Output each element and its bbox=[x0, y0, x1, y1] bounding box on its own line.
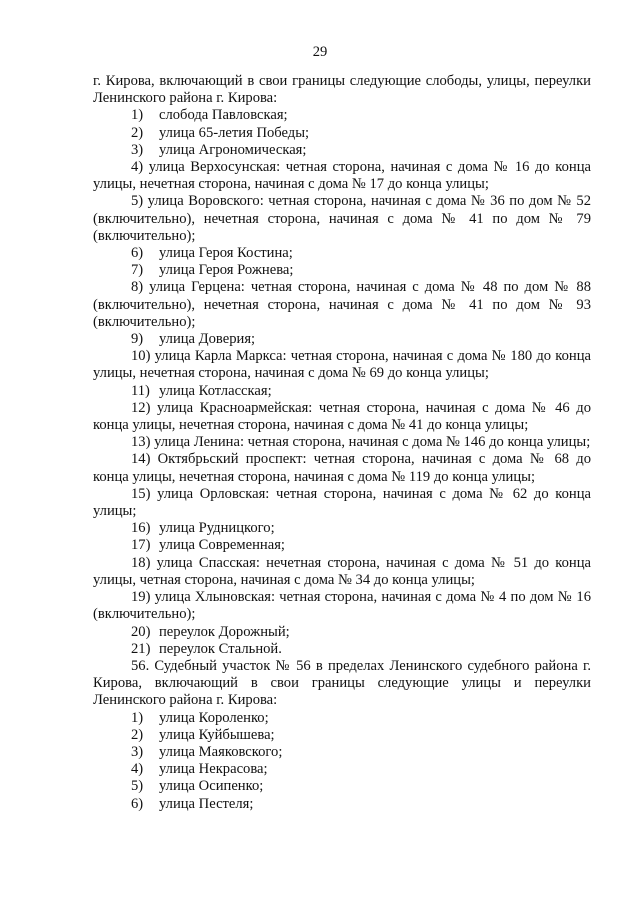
section-paragraph: 56. Судебный участок № 56 в пределах Ленинского судебного района г. Кирова, включающий в свои границы следующие улицы и переулки Ленинского района г. Кирова: bbox=[93, 657, 591, 709]
list-paragraph: 10) улица Карла Маркса: четная сторона, начиная с дома № 180 до конца улицы, нечетная сторона, начиная с дома № 69 до конца улицы; bbox=[93, 348, 591, 382]
list-paragraph: 4) улица Верхосунская: четная сторона, начиная с дома № 16 до конца улицы, нечетная сторона, начиная с дома № 17 до конца улицы; bbox=[93, 159, 591, 193]
list-item: 3) улица Маяковского; bbox=[131, 743, 283, 760]
list-item: 1) слобода Павловская; bbox=[131, 107, 288, 124]
list-item: 3) улица Агрономическая; bbox=[131, 141, 307, 158]
list-paragraph: 18) улица Спасская: нечетная сторона, начиная с дома № 51 до конца улицы, четная сторона, начиная с дома № 34 до конца улицы; bbox=[93, 554, 591, 588]
list-item: 17) улица Современная; bbox=[131, 537, 285, 554]
list-item: 7) улица Героя Рожнева; bbox=[131, 262, 294, 279]
list-item: 1) улица Короленко; bbox=[131, 709, 269, 726]
list-paragraph: 8) улица Герцена: четная сторона, начиная с дома № 48 по дом № 88 (включительно), нечетная сторона, начиная с дома № 41 по дом № 93 (включительно); bbox=[93, 279, 591, 330]
list-paragraph: 19) улица Хлыновская: четная сторона, начиная с дома № 4 по дом № 16 (включительно); bbox=[93, 589, 591, 623]
list-paragraph: 12) улица Красноармейская: четная сторона, начиная с дома № 46 до конца улицы, нечетная сторона, начиная с дома № 41 до конца улицы; bbox=[93, 399, 591, 434]
list-item: 6) улица Пестеля; bbox=[131, 795, 254, 812]
list-paragraph: 15) улица Орловская: четная сторона, начиная с дома № 62 до конца улицы; bbox=[93, 485, 591, 520]
list-item: 4) улица Некрасова; bbox=[131, 761, 268, 778]
list-item: 11) улица Котласская; bbox=[131, 382, 272, 399]
list-paragraph: 14) Октябрьский проспект: четная сторона, начиная с дома № 68 до конца улицы, нечетная сторона, начиная с дома № 119 до конца улицы; bbox=[93, 451, 591, 485]
list-paragraph: 5) улица Воровского: четная сторона, начиная с дома № 36 по дом № 52 (включительно), нечетная сторона, начиная с дома № 41 по дом № 79 (включительно); bbox=[93, 193, 591, 244]
list-item: 20) переулок Дорожный; bbox=[131, 623, 290, 640]
page-number: 29 bbox=[312, 44, 328, 60]
list-item: 21) переулок Стальной. bbox=[131, 640, 282, 657]
list-item: 2) улица 65-летия Победы; bbox=[131, 124, 310, 141]
list-item: 9) улица Доверия; bbox=[131, 331, 256, 348]
list-item: 2) улица Куйбышева; bbox=[131, 726, 275, 743]
list-paragraph: 13) улица Ленина: четная сторона, начиная с дома № 146 до конца улицы; bbox=[131, 434, 591, 451]
document-body bbox=[93, 73, 591, 813]
list-item: 5) улица Осипенко; bbox=[131, 778, 264, 795]
intro-paragraph: г. Кирова, включающий в свои границы следующие слободы, улицы, переулки Ленинского района г. Кирова: bbox=[93, 73, 591, 107]
list-item: 16) улица Рудницкого; bbox=[131, 520, 275, 537]
list-item: 6) улица Героя Костина; bbox=[131, 245, 293, 262]
